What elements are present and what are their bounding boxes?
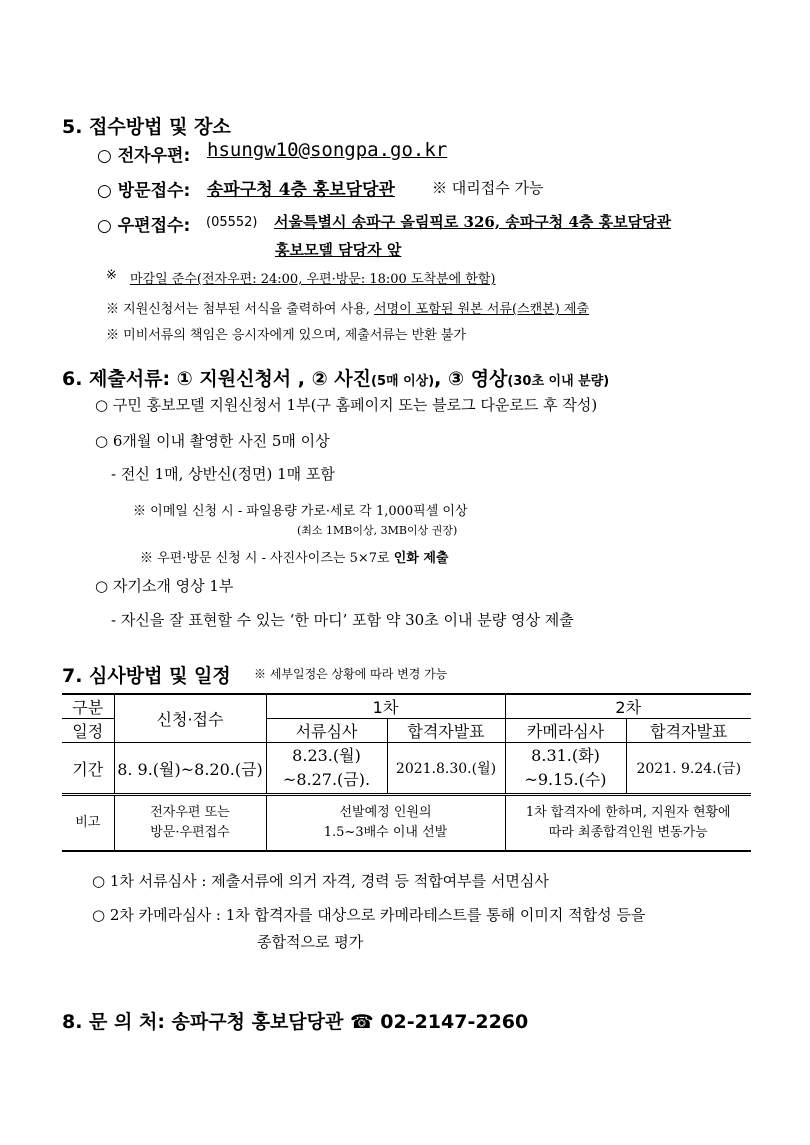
note-round1-line2: 1.5~3배수 이내 선발 — [323, 824, 448, 840]
section-6-photo-count: (5매 이상) — [371, 374, 435, 389]
note-mark: ※ — [106, 268, 117, 283]
mail-photo-note-text: ※ 우편·방문 신청 시 - 사진사이즈는 5×7로 — [140, 551, 390, 566]
post-address-line1: 서울특별시 송파구 올림픽로 326, 송파구청 4층 홍보담당관 — [274, 213, 672, 231]
header-doc-review: 서류심사 — [266, 719, 387, 743]
section-7-title: 7. 심사방법 및 일정 — [62, 665, 231, 687]
missing-docs-note: ※ 미비서류의 책임은 응시자에게 있으며, 제출서류는 반환 불가 — [106, 328, 467, 343]
row-note-label: 비고 — [62, 795, 114, 851]
schedule-table — [62, 693, 751, 852]
post-code: (05552) — [206, 215, 258, 230]
mail-photo-note-bold: 인화 제출 — [393, 551, 449, 566]
period-doc-start: 8.23.(월) — [292, 746, 361, 765]
doc-item-photos: ○ 6개월 이내 촬영한 사진 5매 이상 — [95, 432, 330, 450]
period-pass2: 2021. 9.24.(금) — [626, 743, 751, 795]
period-camera-test — [505, 743, 626, 795]
period-apply: 8. 9.(월)~8.20.(금) — [114, 743, 266, 795]
section-8-contact: 8. 문 의 처: 송파구청 홍보담당관 ☎ 02-2147-2260 — [62, 1011, 529, 1033]
header-iljeong: 일정 — [62, 719, 114, 743]
visit-note: ※ 대리접수 가능 — [432, 179, 544, 197]
photo-requirement: - 전신 1매, 상반신(정면) 1매 포함 — [111, 465, 335, 483]
mail-photo-note — [140, 547, 448, 566]
period-camera-end: ~9.15.(수) — [524, 770, 607, 789]
period-doc-review — [266, 743, 387, 795]
period-doc-end: ~8.27.(금). — [282, 770, 371, 789]
section-5-title: 5. 접수방법 및 장소 — [62, 116, 231, 138]
section-6-title-main: 6. 제출서류: ① 지원신청서 , ② 사진 — [62, 368, 372, 390]
post-label: ○ 우편접수: — [97, 216, 191, 236]
section-6-title-video: , ③ 영상 — [434, 368, 508, 390]
section-6-video-length: (30초 이내 분량) — [507, 374, 610, 389]
row-period-label: 기간 — [62, 743, 114, 795]
section-6-title — [62, 364, 609, 391]
header-round2: 2차 — [505, 694, 751, 719]
header-round1: 1차 — [266, 694, 505, 719]
visit-location: 송파구청 4층 홍보담당관 — [207, 180, 395, 200]
doc-item-application: ○ 구민 홍보모델 지원신청서 1부(구 홈페이지 또는 블로그 다운로드 후 작성) — [95, 396, 598, 414]
header-gubun: 구분 — [62, 694, 114, 719]
note-apply — [114, 795, 266, 851]
visit-label: ○ 방문접수: — [97, 181, 191, 201]
form-note-underlined: 서명이 포함된 원본 서류(스캔본) 제출 — [373, 302, 590, 317]
form-note-text: ※ 지원신청서는 첨부된 서식을 출력하여 사용, — [106, 302, 370, 317]
note-apply-line1: 전자우편 또는 — [150, 804, 230, 820]
header-pass2: 합격자발표 — [626, 719, 751, 743]
review-desc-round2: ○ 2차 카메라심사 : 1차 합격자를 대상으로 카메라테스트를 통해 이미지 적합성 등을 — [92, 906, 646, 924]
period-camera-start: 8.31.(화) — [531, 746, 600, 765]
note-round2-line2: 따라 최종합격인원 변동가능 — [548, 824, 708, 840]
header-camera-test: 카메라심사 — [505, 719, 626, 743]
note-round1-line1: 선발예정 인원의 — [339, 804, 432, 820]
section-7-note: ※ 세부일정은 상황에 따라 변경 가능 — [254, 667, 448, 681]
period-pass1: 2021.8.30.(월) — [387, 743, 505, 795]
header-pass1: 합격자발표 — [387, 719, 505, 743]
video-requirement: - 자신을 잘 표현할 수 있는 ‘한 마디’ 포함 약 30초 이내 분량 영상 제출 — [111, 611, 574, 629]
note-round1 — [266, 795, 505, 851]
email-link[interactable]: hsungw10@songpa.go.kr — [207, 139, 448, 161]
email-photo-size-note: (최소 1MB이상, 3MB이상 권장) — [297, 524, 458, 537]
email-label: ○ 전자우편: — [97, 146, 191, 166]
note-apply-line2: 방문·우편접수 — [150, 824, 230, 840]
email-photo-note: ※ 이메일 신청 시 - 파일용량 가로·세로 각 1,000픽셀 이상 — [133, 504, 468, 519]
header-apply: 신청·접수 — [114, 694, 266, 743]
note-round2 — [505, 795, 751, 851]
form-note — [106, 298, 589, 317]
deadline-note: 마감일 준수(전자우편: 24:00, 우편·방문: 18:00 도착분에 한함) — [130, 272, 496, 287]
review-desc-round2-cont: 종합적으로 평가 — [257, 933, 364, 951]
note-round2-line1: 1차 합격자에 한하며, 지원자 현황에 — [525, 804, 731, 820]
post-address-line2: 홍보모델 담당자 앞 — [275, 241, 402, 259]
review-desc-round1: ○ 1차 서류심사 : 제출서류에 의거 자격, 경력 등 적합여부를 서면심사 — [92, 872, 549, 890]
doc-item-video: ○ 자기소개 영상 1부 — [95, 577, 234, 595]
